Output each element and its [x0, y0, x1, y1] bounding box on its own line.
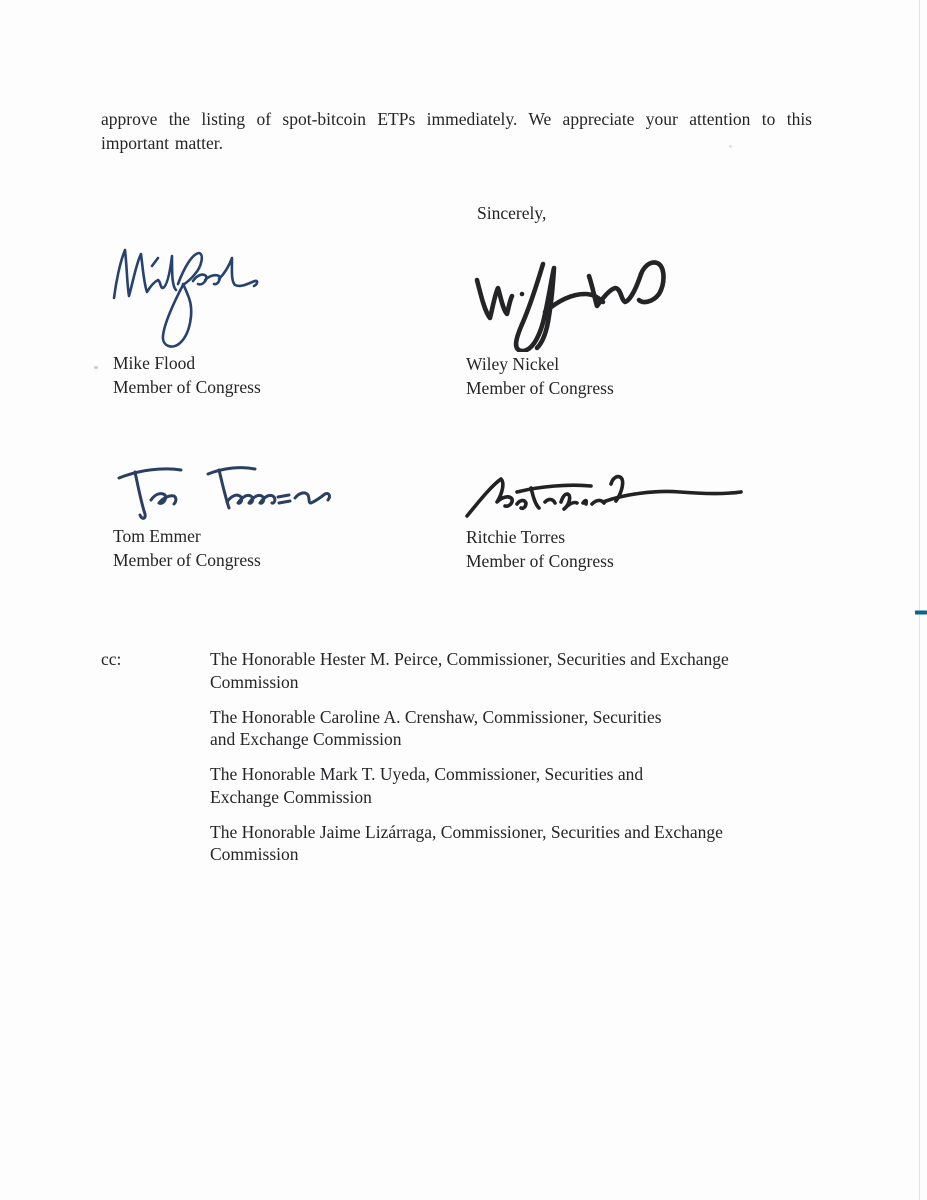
edge-blue-dash-artifact — [915, 610, 927, 615]
cc-entry — [210, 821, 810, 866]
closing-paragraph: approve the listing of spot-bitcoin ETPs immediately. We appreciate your attention to this important matter. — [101, 109, 812, 153]
valediction: Sincerely, — [477, 203, 547, 223]
cc-entry — [210, 648, 810, 693]
signatory-title: Member of Congress — [466, 377, 614, 398]
signatory-name: Tom Emmer — [113, 526, 201, 546]
scan-edge-line — [919, 0, 920, 1200]
edge-blue-dash-core — [915, 611, 927, 614]
cc-entry-line: Commission — [210, 671, 299, 692]
signatory-name: Ritchie Torres — [466, 527, 566, 547]
signature-block-tom-emmer — [113, 525, 261, 572]
signature-mike-flood-icon — [108, 240, 268, 352]
signatory-title: Member of Congress — [113, 376, 261, 397]
cc-entry — [210, 763, 810, 808]
signature-block-mike-flood — [113, 352, 261, 399]
signatory-title: Member of Congress — [113, 549, 261, 570]
signature-block-wiley-nickel — [466, 353, 614, 400]
signature-tom-emmer-icon — [115, 462, 333, 524]
signature-block-ritchie-torres — [466, 526, 614, 573]
signatory-name: Mike Flood — [113, 353, 196, 373]
scan-speck — [729, 145, 732, 148]
signatory-name: Wiley Nickel — [466, 354, 560, 374]
cc-list — [210, 648, 810, 878]
signature-wiley-nickel-icon — [465, 256, 680, 352]
cc-entry-line: and Exchange Commission — [210, 729, 402, 749]
cc-entry-line: Exchange Commission — [210, 786, 372, 807]
cc-entry-line: The Honorable Jaime Lizárraga, Commissioner, Securities and Exchange — [210, 821, 723, 842]
cc-entry-line: The Honorable Caroline A. Crenshaw, Commissioner, Securities — [210, 706, 662, 727]
cc-entry-line: The Honorable Mark T. Uyeda, Commissioner, Securities and — [210, 764, 644, 784]
cc-entry — [210, 706, 810, 751]
cc-entry-line: Commission — [210, 844, 299, 864]
signatory-title: Member of Congress — [466, 550, 614, 571]
scan-speck — [94, 366, 98, 369]
signature-ritchie-torres-icon — [465, 470, 745, 522]
cc-entry-line: The Honorable Hester M. Peirce, Commissioner, Securities and Exchange — [210, 649, 729, 669]
cc-label: cc: — [101, 649, 122, 669]
